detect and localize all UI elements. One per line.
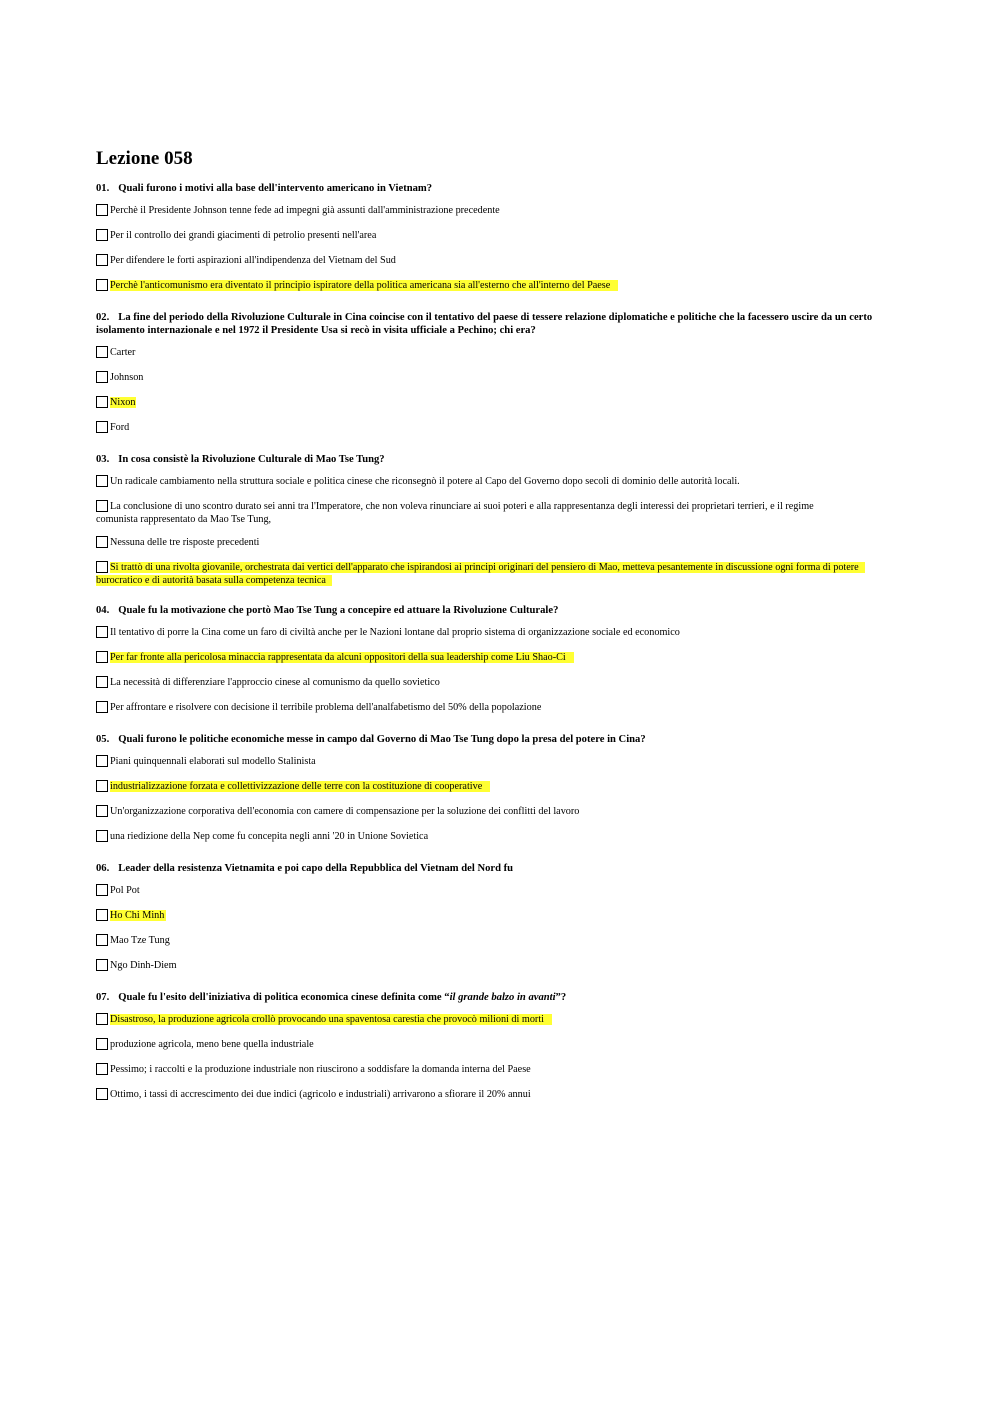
question-text xyxy=(96,733,896,746)
option-label: Johnson xyxy=(110,372,144,383)
answer-option[interactable] xyxy=(96,500,841,526)
answer-option[interactable] xyxy=(96,346,896,361)
question-label: Quale fu la motivazione che portò Mao Tse Tung a concepire ed attuare la Rivoluzione Culturale? xyxy=(118,605,559,616)
checkbox[interactable] xyxy=(96,1038,108,1050)
question-label: La fine del periodo della Rivoluzione Culturale in Cina coincise con il tentativo del paese di tessere relazione diplomatiche e politiche che la facessero uscire da un certo isolamento internazionale e nel 1972 il Presidente Usa si recò in visita ufficiale a Pechino; chi era? xyxy=(96,312,873,336)
option-label: Pessimo; i raccolti e la produzione industriale non riuscirono a soddisfare la domanda interna del Paese xyxy=(110,1064,531,1075)
question-text xyxy=(96,604,896,617)
question-number: 03. xyxy=(96,454,110,465)
option-label: La necessità di differenziare l'approccio cinese al comunismo da quello sovietico xyxy=(110,677,440,688)
option-label: Ford xyxy=(110,422,130,433)
option-label: Piani quinquennali elaborati sul modello Stalinista xyxy=(110,756,316,767)
answer-option-correct[interactable] xyxy=(96,561,881,587)
answer-option[interactable] xyxy=(96,701,896,716)
question-number: 02. xyxy=(96,312,110,323)
answer-option-correct[interactable] xyxy=(96,780,896,795)
question-number: 01. xyxy=(96,183,110,194)
answer-option[interactable] xyxy=(96,254,896,269)
question-06 xyxy=(96,862,896,974)
checkbox[interactable] xyxy=(96,500,108,512)
option-label: produzione agricola, meno bene quella industriale xyxy=(110,1039,314,1050)
option-label: La conclusione di uno scontro durato sei anni tra l'Imperatore, che non voleva rinunciare ai suoi poteri e alla rappresentanza degli interessi dei proprietari terrieri, e il regime comunista rappresentato da Mao Tse Tung, xyxy=(96,501,814,525)
checkbox[interactable] xyxy=(96,830,108,842)
answer-option-correct[interactable] xyxy=(96,279,896,294)
answer-option[interactable] xyxy=(96,884,896,899)
answer-option[interactable] xyxy=(96,626,896,641)
answer-option[interactable] xyxy=(96,805,896,820)
checkbox[interactable] xyxy=(96,676,108,688)
checkbox[interactable] xyxy=(96,934,108,946)
answer-option[interactable] xyxy=(96,1038,896,1053)
answer-option[interactable] xyxy=(96,536,896,551)
answer-option[interactable] xyxy=(96,421,896,436)
option-label-highlighted: industrializzazione forzata e collettivizzazione delle terre con la costituzione di cooperative xyxy=(110,781,490,792)
checkbox[interactable] xyxy=(96,536,108,548)
question-label: Quali furono le politiche economiche messe in campo dal Governo di Mao Tse Tung dopo la presa del potere in Cina? xyxy=(118,734,646,745)
checkbox[interactable] xyxy=(96,254,108,266)
question-text xyxy=(96,311,896,337)
question-04 xyxy=(96,604,896,716)
option-label-highlighted: Perchè l'anticomunismo era diventato il principio ispiratore della politica americana sia all'esterno che all'interno del Paese xyxy=(110,280,618,291)
question-01 xyxy=(96,182,896,294)
answer-option[interactable] xyxy=(96,1088,896,1103)
question-number: 05. xyxy=(96,734,110,745)
checkbox[interactable] xyxy=(96,1088,108,1100)
option-label: Mao Tze Tung xyxy=(110,935,170,946)
answer-option[interactable] xyxy=(96,204,896,219)
answer-option[interactable] xyxy=(96,934,896,949)
question-text xyxy=(96,182,896,195)
option-label: Pol Pot xyxy=(110,885,140,896)
quiz-page xyxy=(96,146,896,1120)
question-label-end: ”? xyxy=(555,992,567,1003)
question-text xyxy=(96,862,896,875)
checkbox[interactable] xyxy=(96,755,108,767)
answer-option[interactable] xyxy=(96,475,896,490)
option-label: Carter xyxy=(110,347,136,358)
checkbox[interactable] xyxy=(96,475,108,487)
answer-option[interactable] xyxy=(96,755,896,770)
question-03 xyxy=(96,453,896,587)
answer-option[interactable] xyxy=(96,229,896,244)
option-label-highlighted: Si trattò di una rivolta giovanile, orchestrata dai vertici dell'apparato che ispirandosi ai principi originari del pensiero di Mao, metteva pesantemente in discussione ogni forma di potere burocratico e di autorità basata sulla competenza tecnica xyxy=(96,562,865,586)
option-label: Perchè il Presidente Johnson tenne fede ad impegni già assunti dall'amministrazione precedente xyxy=(110,205,500,216)
answer-option[interactable] xyxy=(96,1063,896,1078)
checkbox[interactable] xyxy=(96,204,108,216)
checkbox[interactable] xyxy=(96,1013,108,1025)
option-label: Il tentativo di porre la Cina come un faro di civiltà anche per le Nazioni lontane dal proprio sistema di organizzazione sociale ed economico xyxy=(110,627,680,638)
checkbox[interactable] xyxy=(96,279,108,291)
question-number: 06. xyxy=(96,863,110,874)
option-label: Per affrontare e risolvere con decisione il terribile problema dell'analfabetismo del 50% della popolazione xyxy=(110,702,542,713)
checkbox[interactable] xyxy=(96,421,108,433)
checkbox[interactable] xyxy=(96,371,108,383)
option-label: Per difendere le forti aspirazioni all'indipendenza del Vietnam del Sud xyxy=(110,255,396,266)
answer-option[interactable] xyxy=(96,371,896,386)
question-label-start: Quale fu l'esito dell'iniziativa di politica economica cinese definita come “ xyxy=(118,992,450,1003)
answer-option[interactable] xyxy=(96,830,896,845)
option-label: Un'organizzazione corporativa dell'economia con camere di compensazione per la soluzione dei conflitti del lavoro xyxy=(110,806,580,817)
option-label-highlighted: Disastroso, la produzione agricola crollò provocando una spaventosa carestia che provocò milioni di morti xyxy=(110,1014,552,1025)
option-label-highlighted: Per far fronte alla pericolosa minaccia rappresentata da alcuni oppositori della sua leadership come Liu Shao-Ci xyxy=(110,652,574,663)
checkbox[interactable] xyxy=(96,805,108,817)
checkbox[interactable] xyxy=(96,396,108,408)
checkbox[interactable] xyxy=(96,626,108,638)
checkbox[interactable] xyxy=(96,229,108,241)
question-label-emphasis: il grande balzo in avanti xyxy=(449,992,556,1003)
option-label: Un radicale cambiamento nella struttura sociale e politica cinese che riconsegnò il potere al Capo del Governo dopo secoli di dominio delle autorità locali. xyxy=(110,476,740,487)
checkbox[interactable] xyxy=(96,884,108,896)
question-label: Quali furono i motivi alla base dell'intervento americano in Vietnam? xyxy=(118,183,433,194)
question-07 xyxy=(96,991,896,1103)
checkbox[interactable] xyxy=(96,561,108,573)
option-label: Ngo Dinh-Diem xyxy=(110,960,177,971)
question-text xyxy=(96,991,896,1004)
checkbox[interactable] xyxy=(96,780,108,792)
question-text xyxy=(96,453,896,466)
checkbox[interactable] xyxy=(96,909,108,921)
answer-option-correct[interactable] xyxy=(96,396,896,411)
question-number: 04. xyxy=(96,605,110,616)
question-label: Leader della resistenza Vietnamita e poi capo della Repubblica del Vietnam del Nord fu xyxy=(118,863,514,874)
option-label: Nessuna delle tre risposte precedenti xyxy=(110,537,260,548)
checkbox[interactable] xyxy=(96,959,108,971)
answer-option-correct[interactable] xyxy=(96,651,896,666)
answer-option-correct[interactable] xyxy=(96,1013,896,1028)
checkbox[interactable] xyxy=(96,651,108,663)
question-label: In cosa consistè la Rivoluzione Culturale di Mao Tse Tung? xyxy=(118,454,385,465)
option-label: Ottimo, i tassi di accrescimento dei due indici (agricolo e industriali) arrivarono a sfiorare il 20% annui xyxy=(110,1089,531,1100)
option-label: Per il controllo dei grandi giacimenti di petrolio presenti nell'area xyxy=(110,230,377,241)
answer-option[interactable] xyxy=(96,959,896,974)
answer-option-correct[interactable] xyxy=(96,909,896,924)
page-title: Lezione 058 xyxy=(96,148,193,169)
checkbox[interactable] xyxy=(96,346,108,358)
checkbox[interactable] xyxy=(96,1063,108,1075)
question-02 xyxy=(96,311,896,436)
checkbox[interactable] xyxy=(96,701,108,713)
answer-option[interactable] xyxy=(96,676,896,691)
question-05 xyxy=(96,733,896,845)
option-label-highlighted: Ho Chi Minh xyxy=(110,910,165,921)
question-number: 07. xyxy=(96,992,110,1003)
option-label: una riedizione della Nep come fu concepita negli anni '20 in Unione Sovietica xyxy=(110,831,429,842)
option-label-highlighted: Nixon xyxy=(110,397,136,408)
